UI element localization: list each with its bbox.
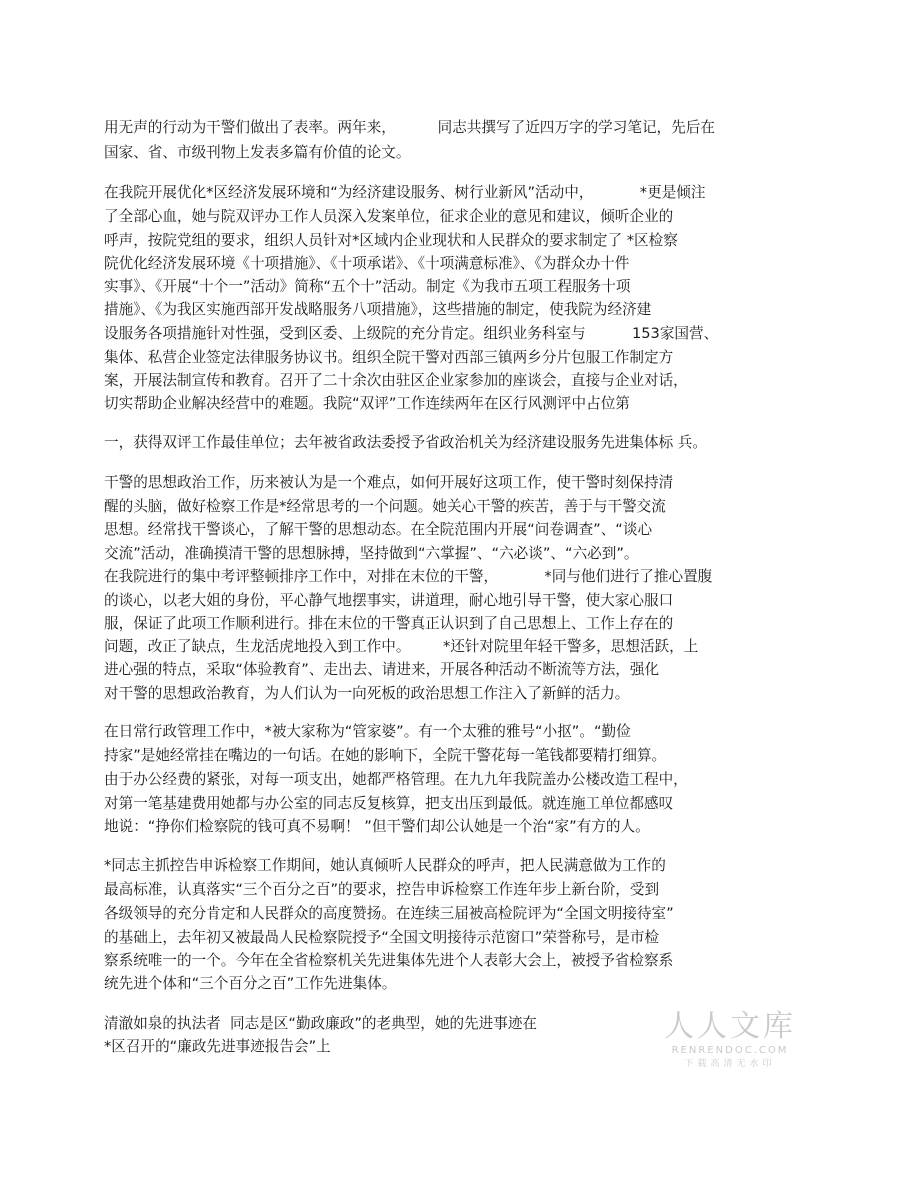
watermark-url: RENRENDOC.COM — [671, 1045, 789, 1056]
paragraph-2-line-6: 措施》、《为我区实施西部开发战略服务八项措施》，这些措施的制定，使我院为经济建 — [104, 301, 652, 318]
paragraph-4-line-2: 醒的头脑，做好检察工作是*经常思考的一个问题。她关心干警的疾苦，善于与干警交流 — [104, 498, 666, 515]
watermark-slogan: 下载高清无水印 — [684, 1059, 776, 1069]
paragraph-2-line-2: 了全部心血，她与院双评办工作人员深入发案单位，征求企业的意见和建议，倾听企业的 — [104, 208, 674, 225]
paragraph-6-line-6: 统先进个体和“三个百分之百”工作先进集体。 — [104, 975, 397, 992]
paragraph-4-line-3: 思想。经常找干警谈心，了解干警的思想动态。在全院范围内开展“问卷调查”、“谈心 — [104, 521, 653, 538]
paragraph-3-line-1: 一，获得双评工作最佳单位；去年被省政法委授予省政治机关为经济建设服务先进集体标 兵。 — [104, 434, 707, 451]
paragraph-4-line-1: 干警的思想政治工作，历来被认为是一个难点，如何开展好这项工作，使干警时刻保持清 — [104, 474, 674, 491]
paragraph-2-line-9: 案，开展法制宣传和教育。召开了二十余次由驻区企业家参加的座谈会，直接与企业对话， — [104, 372, 688, 389]
paragraph-6-line-3: 各级领导的充分肯定和人民群众的高度赞扬。在连续三届被高检院评为“全国文明接待室” — [104, 905, 674, 922]
paragraph-2-line-4: 院优化经济发展环境《十项措施》、《十项承诺》、《十项满意标准》、《为群众办十件 — [104, 255, 630, 272]
paragraph-6-line-5: 察系统唯一的一个。今年在全省检察机关先进集体先进个人表彰大会上，被授予省检察系 — [104, 952, 674, 969]
paragraph-5-line-3: 由于办公经费的紧张，对每一项支出，她都严格管理。在九九年我院盖办公楼改造工程中， — [104, 771, 688, 788]
watermark-logo: 人人文库 — [664, 1009, 796, 1044]
paragraph-4-line-10: 对干警的思想政治教育，为人们认为一向死板的政治思想工作注入了新鲜的活力。 — [104, 685, 630, 702]
paragraph-2-line-3: 呼声，按院党组的要求，组织人员针对*区域内企业现状和人民群众的要求制定了 *区检察 — [104, 232, 678, 249]
paragraph-6-line-2: 最高标准，认真落实“三个百分之百”的要求，控告申诉检察工作连年步上新台阶，受到 — [104, 881, 660, 898]
paragraph-5-line-4: 对第一笔基建费用她都与办公室的同志反复核算，把支出压到最低。就连施工单位都感叹 — [104, 795, 674, 812]
paragraph-6-line-4: 的基础上，去年初又被最咼人民检察院授予“全国文明接待示范窗口”荣誉称号，是市检 — [104, 929, 660, 946]
paragraph-7-line-1: 清澈如泉的执法者 同志是区“勤政廉政”的老典型，她的先进事迹在 — [104, 1015, 538, 1032]
paragraph-2-line-7: 设服务各项措施针对性强，受到区委、上级院的充分肯定。组织业务科室与 153家国营、 — [104, 325, 719, 342]
paragraph-2-line-8: 集体、私营企业签定法律服务协议书。组织全院干警对西部三镇两乡分片包服工作制定方 — [104, 349, 674, 366]
paragraph-5-line-1: 在日常行政管理工作中，*被大家称为“管家婆”。有一个太雅的雅号“小抠”。“勤俭 — [104, 723, 631, 740]
paragraph-2-line-5: 实事》、《开展“十个一”活动》简称“五个十”活动。制定《为我市五项工程服务十项 — [104, 278, 631, 295]
paragraph-4-line-6: 的谈心，以老大姐的身份，平心静气地摆事实，讲道理，耐心地引导干警，使大家心服口 — [104, 592, 674, 609]
paragraph-6-line-1: *同志主抓控告申诉检察工作期间，她认真倾听人民群众的呼声，把人民满意做为工作的 — [104, 857, 666, 874]
paragraph-4-line-4: 交流”活动，准确摸清干警的思想脉搏，坚持做到“六掌握”、“六必谈”、“六必到”。 — [104, 545, 639, 562]
watermark — [640, 1010, 820, 1071]
paragraph-5-line-2: 持家”是她经常挂在嘴边的一句话。在她的影响下，全院干警花每一笔钱都要精打细算。 — [104, 747, 667, 764]
paragraph-2-line-1: 在我院开展优化*区经济发展环境和“为经济建设服务、树行业新风”活动中， *更是倾注 — [104, 184, 706, 201]
paragraph-1-line-2: 国家、省、市级刊物上发表多篇有价值的论文。 — [104, 144, 411, 161]
paragraph-4-line-8: 问题，改正了缺点，生龙活虎地投入到工作中。 *还针对院里年轻干警多，思想活跃，上 — [104, 638, 699, 655]
paragraph-4-line-9: 进心强的特点，采取“体验教育”、走出去、请进来，开展各种活动不断流等方法，强化 — [104, 661, 660, 678]
paragraph-1-line-1: 用无声的行动为干警们做出了表率。两年来， 同志共撰写了近四万字的学习笔记，先后在 — [104, 119, 715, 136]
paragraph-7-line-2: *区召开的“廉政先进事迹报告会”上 — [104, 1038, 331, 1055]
paragraph-5-line-5: 地说：“挣你们检察院的钱可真不易啊！ ”但干警们却公认她是一个治“家”有方的人。 — [104, 818, 650, 835]
paragraph-4-line-5: 在我院进行的集中考评整顿排序工作中，对排在末位的干警， *同与他们进行了推心置腹 — [104, 568, 713, 585]
paragraph-2-line-10: 切实帮助企业解决经营中的难题。我院“双评”工作连续两年在区行风测评中占位第 — [104, 395, 630, 412]
paragraph-4-line-7: 服，保证了此项工作顺利进行。排在末位的干警真正认识到了自己思想上、工作上存在的 — [104, 615, 674, 632]
